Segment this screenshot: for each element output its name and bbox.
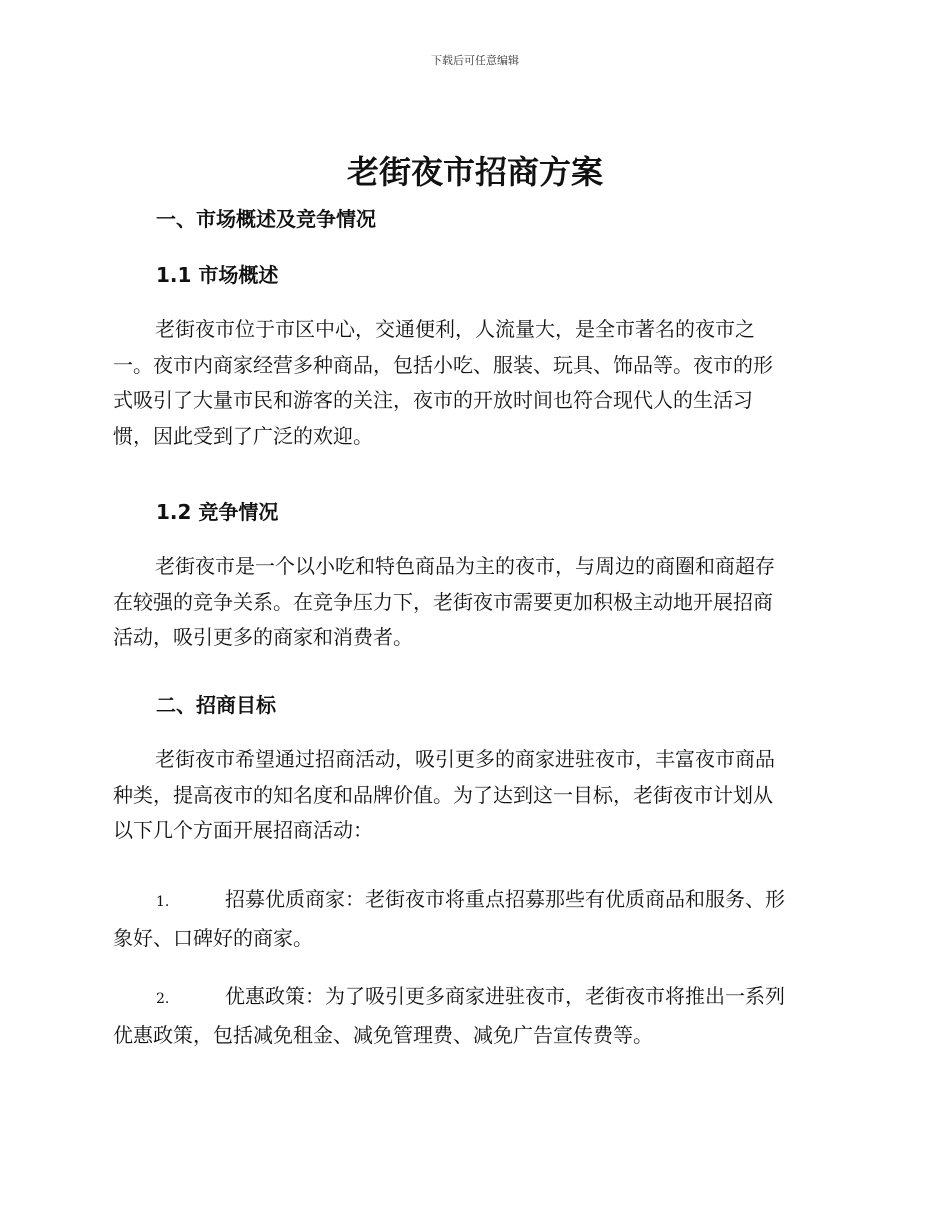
paragraph-line: 在较强的竞争关系。在竞争压力下，老街夜市需要更加积极主动地开展招商 <box>113 589 773 614</box>
list-item-number: 1. <box>156 894 170 910</box>
paragraph-line: 老街夜市希望通过招商活动，吸引更多的商家进驻夜市，丰富夜市商品 <box>155 747 775 771</box>
paragraph-competition <box>113 549 831 656</box>
subsection-heading-market-overview: 1.1 市场概述 <box>156 263 279 287</box>
paragraph-line: 以下几个方面开展招商活动： <box>113 818 373 842</box>
list-item-recruit-merchants <box>113 882 831 956</box>
subsection-heading-competition: 1.2 竞争情况 <box>156 500 279 524</box>
list-item-line: 优惠政策，包括减免租金、减免管理费、减免广告宣传费等。 <box>113 1022 653 1047</box>
list-item-preferential-policy <box>113 979 831 1053</box>
list-item-text: 招募优质商家：老街夜市将重点招募那些有优质商品和服务、形 <box>225 887 785 911</box>
paragraph-line: 老街夜市位于市区中心，交通便利，人流量大，是全市著名的夜市之 <box>155 317 755 341</box>
paragraph-line: 活动，吸引更多的商家和消费者。 <box>113 625 413 649</box>
paragraph-line: 惯，因此受到了广泛的欢迎。 <box>113 423 373 448</box>
document-title: 老街夜市招商方案 <box>346 153 603 191</box>
paragraph-goals <box>113 742 831 849</box>
paragraph-line: 老街夜市是一个以小吃和特色商品为主的夜市，与周边的商圈和商超存 <box>155 554 775 578</box>
list-item-text: 优惠政策：为了吸引更多商家进驻夜市，老街夜市将推出一系列 <box>225 984 785 1008</box>
paragraph-market-overview <box>113 312 831 454</box>
list-item-line <box>113 979 831 1018</box>
paragraph-line: 一。夜市内商家经营多种商品，包括小吃、服装、玩具、饰品等。夜市的形 <box>113 352 773 377</box>
paragraph-line: 种类，提高夜市的知名度和品牌价值。为了达到这一目标，老街夜市计划从 <box>113 782 773 807</box>
list-item-line <box>113 882 831 921</box>
list-item-number: 2. <box>156 991 170 1007</box>
paragraph-line: 式吸引了大量市民和游客的关注，夜市的开放时间也符合现代人的生活习 <box>113 388 753 412</box>
page-header-note: 下载后可任意编辑 <box>431 54 519 67</box>
section-heading-goals: 二、招商目标 <box>156 693 276 717</box>
list-item-line: 象好、口碑好的商家。 <box>113 925 313 950</box>
section-heading-market: 一、市场概述及竞争情况 <box>156 207 376 231</box>
